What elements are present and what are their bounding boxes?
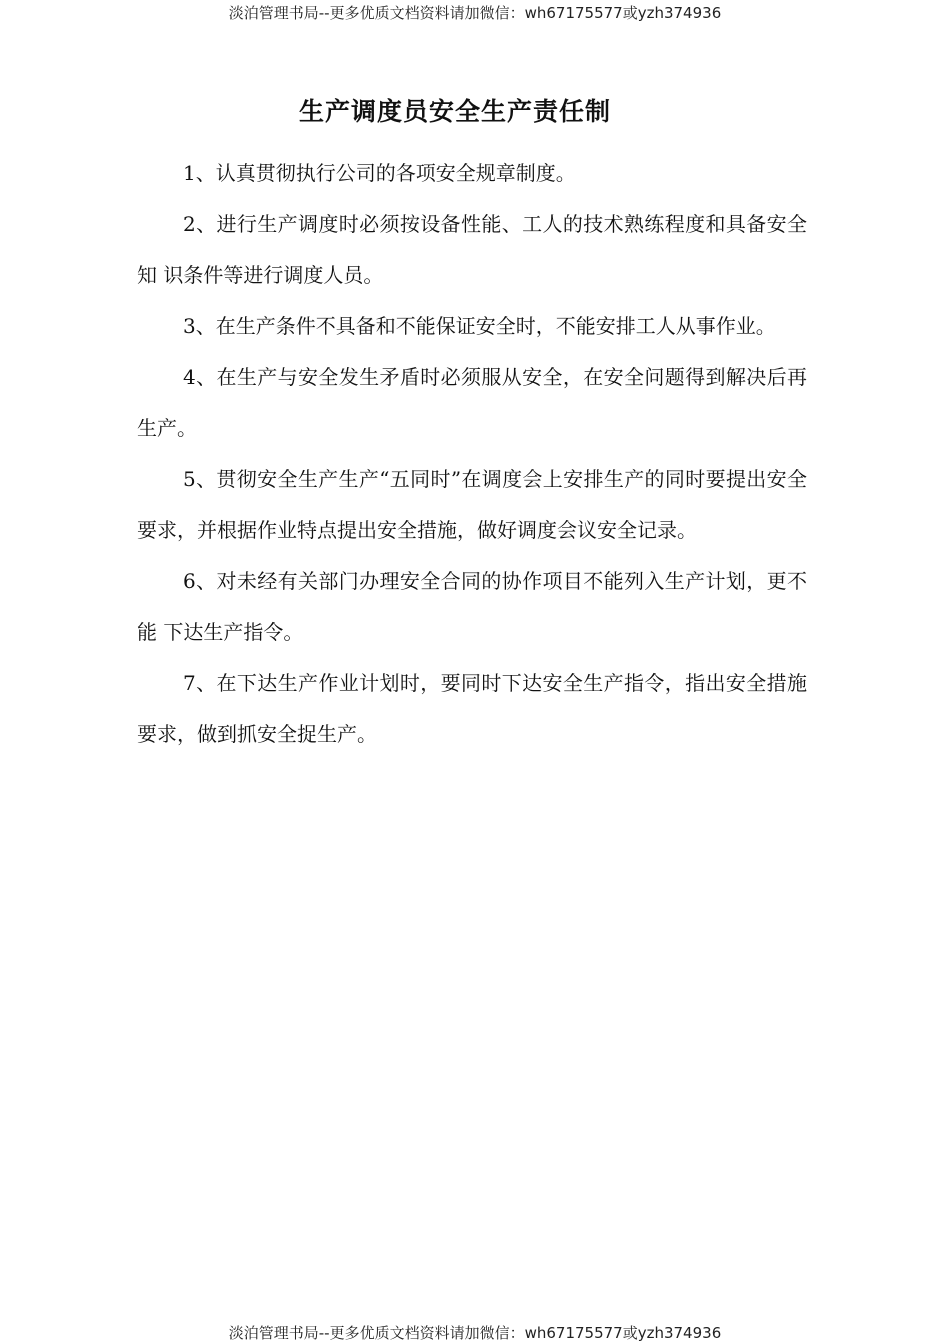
paragraph-1: 1、认真贯彻执行公司的各项安全规章制度。 — [183, 161, 576, 185]
page-header-note: 淡泊管理书局--更多优质文档资料请加微信：wh67175577或yzh374936 — [228, 4, 722, 22]
paragraph-4: 4、在生产与安全发生矛盾时必须服从安全，在安全问题得到解决后再生产。 — [137, 365, 807, 440]
document-body — [137, 148, 814, 760]
paragraph-5: 5、贯彻安全生产生产“五同时”在调度会上安排生产的同时要提出安全 要求，并根据作业特点提出安全措施，做好调度会议安全记录。 — [137, 467, 814, 542]
paragraph-6: 6、对未经有关部门办理安全合同的协作项目不能列入生产计划，更不能 下达生产指令。 — [137, 569, 807, 644]
document-title: 生产调度员安全生产责任制 — [298, 97, 611, 126]
paragraph-2: 2、进行生产调度时必须按设备性能、工人的技术熟练程度和具备安全知 识条件等进行调度人员。 — [137, 212, 807, 287]
paragraph-7: 7、在下达生产作业计划时，要同时下达安全生产指令，指出安全措施要求，做到抓安全捉生产。 — [137, 671, 807, 746]
page-footer-note: 淡泊管理书局--更多优质文档资料请加微信：wh67175577或yzh374936 — [228, 1324, 722, 1342]
paragraph-3: 3、在生产条件不具备和不能保证安全时，不能安排工人从事作业。 — [183, 314, 776, 338]
